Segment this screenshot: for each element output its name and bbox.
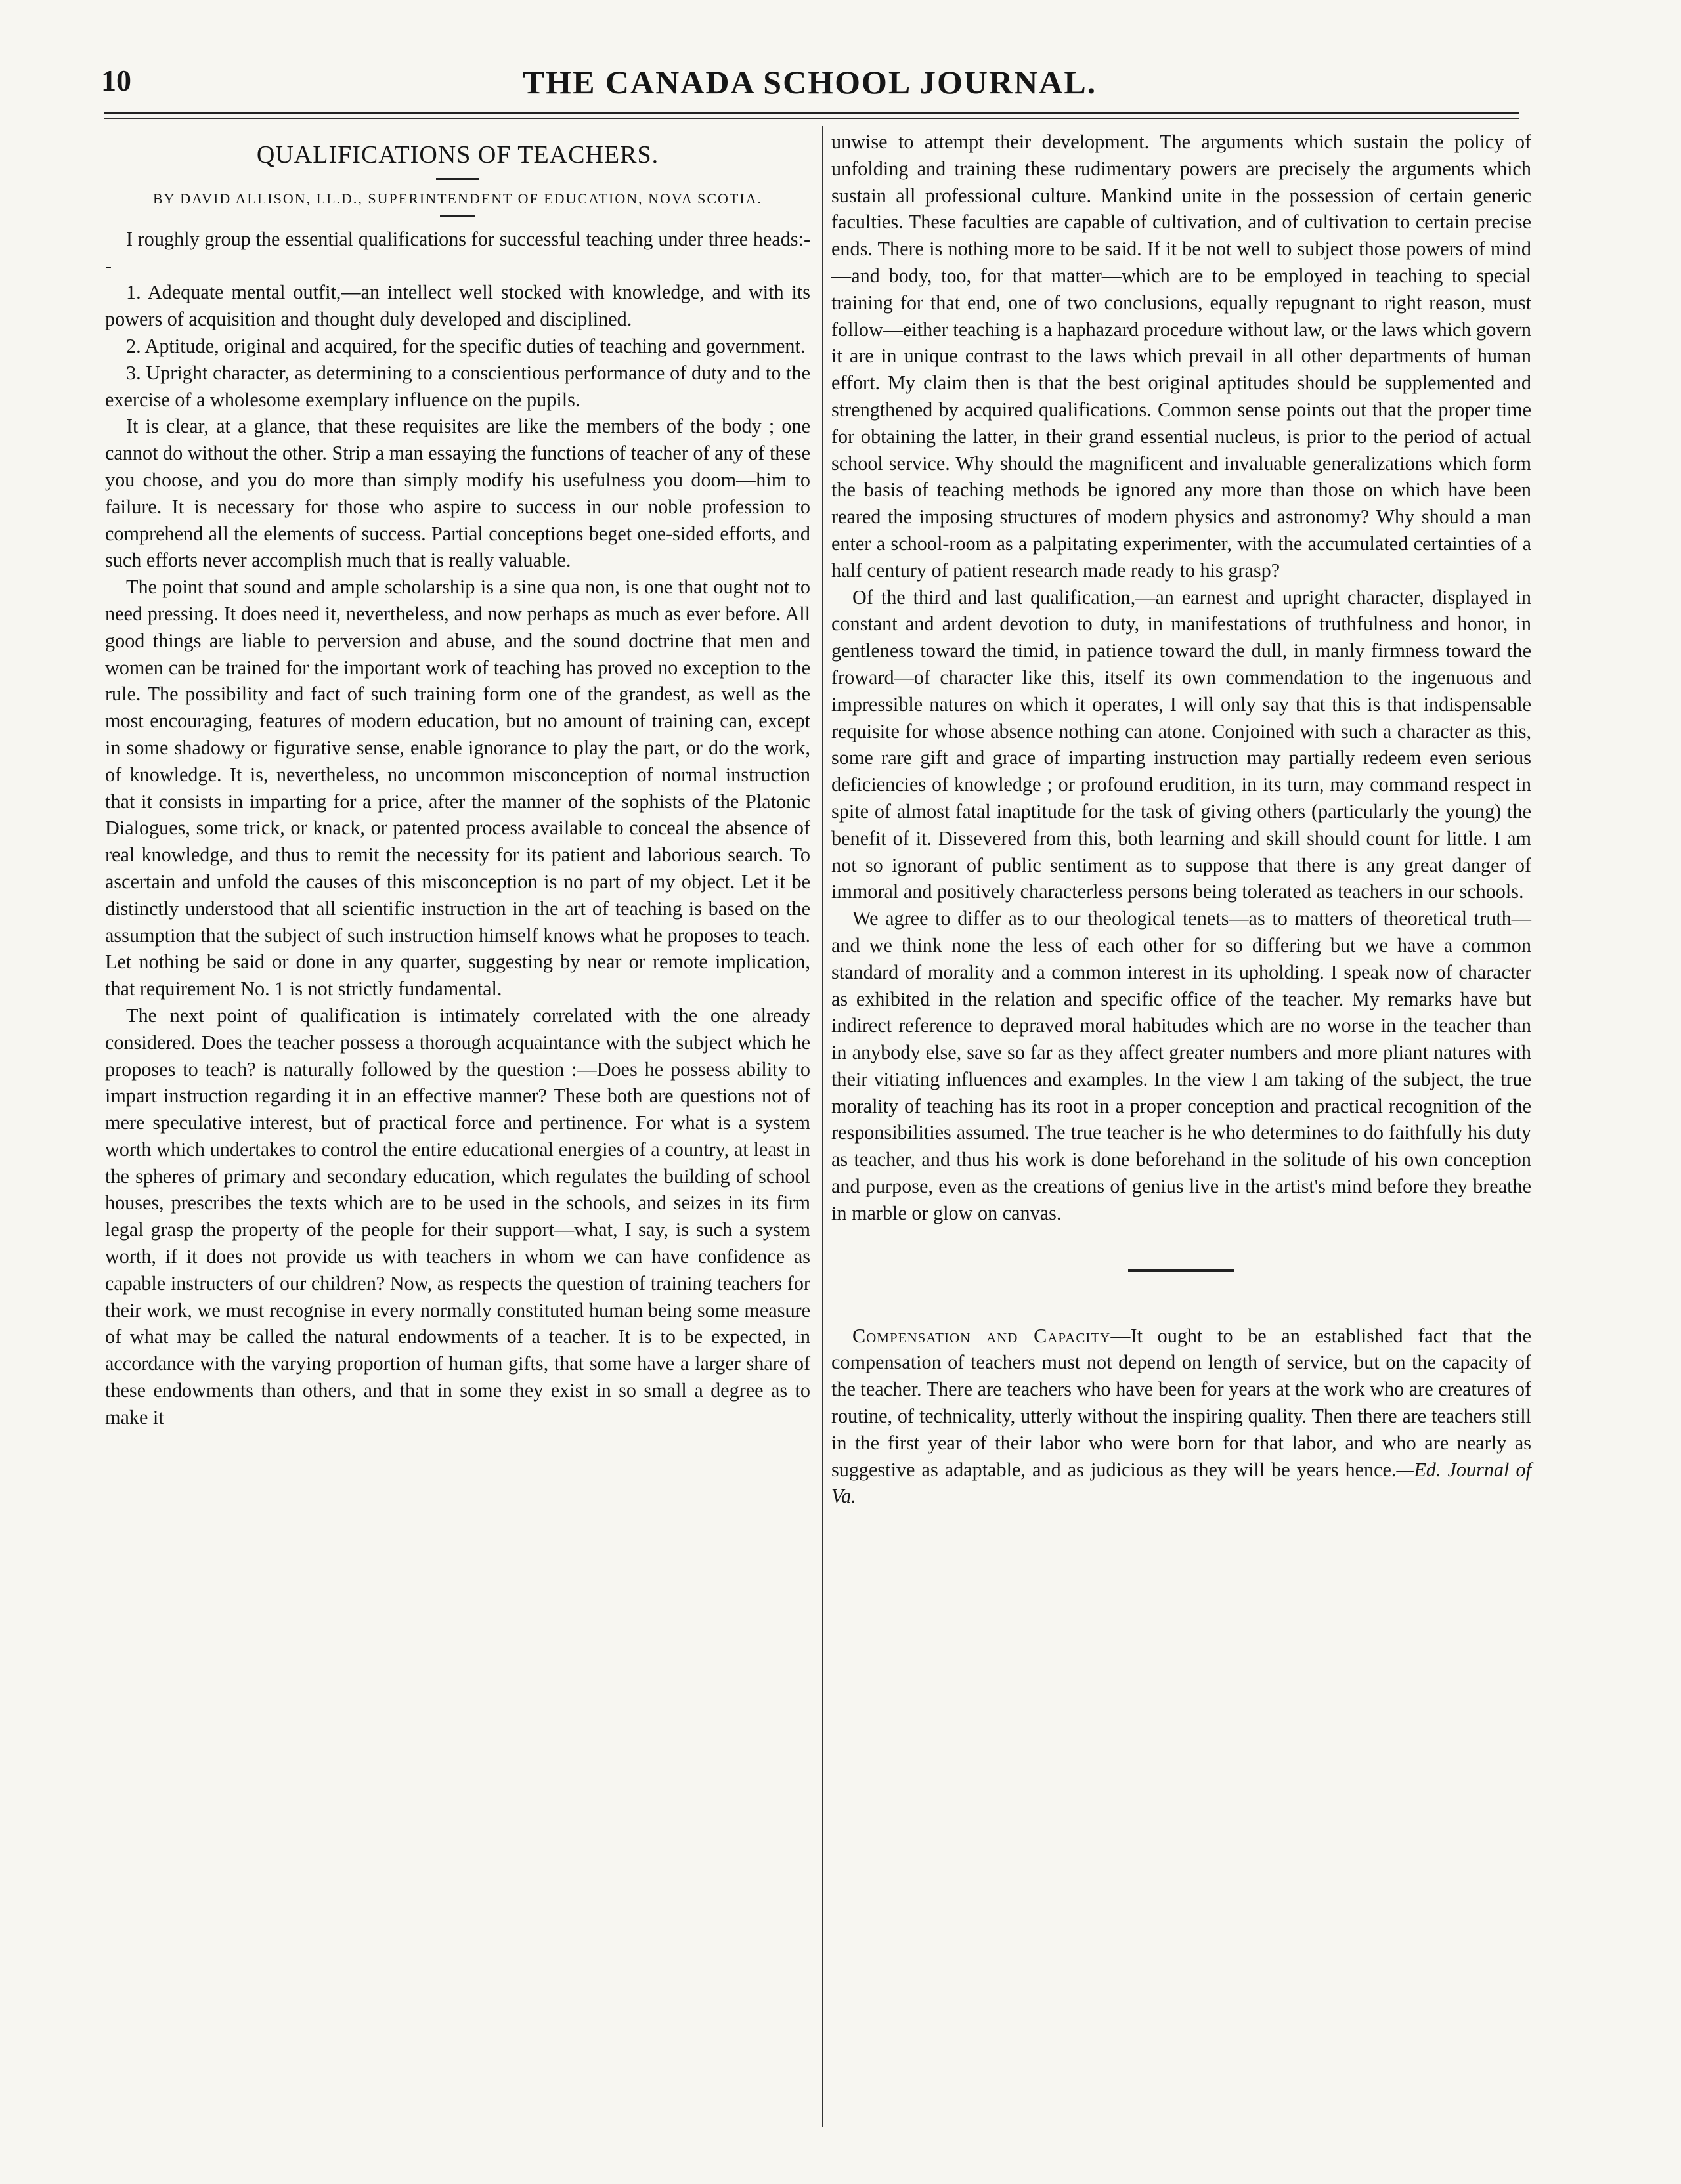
header-rule-thin xyxy=(104,118,1519,119)
note-source: —Ed. Journal of Va. xyxy=(831,1458,1531,1508)
right-column xyxy=(831,129,1531,1510)
paragraph: Of the third and last qualification,—an earnest and upright character, displayed in constant and ardent devotion to duty, in manifestations of truthfulness and honor, in gentleness toward the timid, in patience toward the dull, in manly firmness toward the froward—of character like this, itself its own commendation to the ingenuous and impressible natures on which it operates, I will only say that this is that indispensable requisite for whose absence nothing can atone. Conjoined with such a character as this, some rare gift and grace of imparting instruction may partially redeem even serious deficiencies of knowledge ; or profound erudition, in its turn, may command respect in spite of almost fatal inaptitude for the task of giving others (particularly the young) the benefit of it. Dissevered from this, both learning and skill should count for little. I am not so ignorant of public sentiment as to suppose that there is any great danger of immoral and positively characterless persons being tolerated as teachers in our schools. xyxy=(831,586,1531,903)
paragraph: It is clear, at a glance, that these requisites are like the members of the body ; one cannot do without the other. Strip a man essaying the functions of teacher of any of these you choose, and you do more than simply modify his usefulness you doom—him to failure. It is necessary for those who aspire to success in our noble profession to comprehend all the elements of success. Partial conceptions beget one-sided efforts, and such efforts never accomplish much that is really valuable. xyxy=(105,415,810,572)
note-heading: Compensation and Capacity xyxy=(852,1324,1111,1347)
page-number: 10 xyxy=(101,64,131,97)
title-dash xyxy=(436,178,479,180)
byline-dash xyxy=(440,215,475,217)
list-item: 1. Adequate mental outfit,—an intellect well stocked with knowledge, and with its powers of acquisition and thought duly developed and disciplined. xyxy=(105,281,810,331)
article-byline: BY DAVID ALLISON, LL.D., SUPERINTENDENT OF EDUCATION, NOVA SCOTIA. xyxy=(152,190,763,207)
note-paragraph xyxy=(831,1323,1531,1510)
section-separator xyxy=(1128,1269,1234,1272)
list-item: 2. Aptitude, original and acquired, for the specific duties of teaching and government. xyxy=(126,334,806,357)
note-text: —It ought to be an established fact that the compensation of teachers must not depend on length of service, but on the capacity of the teacher. There are teachers who have been for years at the work who are creatures of routine, of technicality, utterly without the inspiring quality. Then there are teachers still in the first year of their labor who were born for that labor, and who are nearly as suggestive as adaptable, and as judicious as they will be years hence. xyxy=(831,1324,1531,1481)
article-title: QUALIFICATIONS OF TEACHERS. xyxy=(256,141,659,169)
paragraph: The next point of qualification is intimately correlated with the one already considered. Does the teacher possess a thorough acquaintance with the subject which he proposes to teach? is naturally followed by the question :—Does he possess ability to impart instruction regarding it in an effective manner? These both are questions not of mere speculative interest, but of practical force and pertinence. For what is a system worth which undertakes to control the entire educational energies of a country, at least in the spheres of primary and secondary education, which regulates the building of school houses, prescribes the texts which are to be used in the schools, and seizes in its firm legal grasp the property of the people for their support—what, I say, is such a system worth, if it does not provide us with teachers in whom we can have confidence as capable instructers of our children? Now, as respects the question of training teachers for their work, we must recognise in every normally constituted human being some measure of what may be called the natural endowments of a teacher. It is to be expected, in accordance with the varying proportion of human gifts, that some have a larger share of these endowments than others, and that in some they exist in so small a degree as to make it xyxy=(105,1004,810,1428)
journal-title: THE CANADA SCHOOL JOURNAL. xyxy=(522,64,1097,100)
header-rule xyxy=(104,112,1519,114)
paragraph: The point that sound and ample scholarship is a sine qua non, is one that ought not to need pressing. It does need it, nevertheless, and now perhaps as much as ever before. All good things are liable to perversion and abuse, and the sound doctrine that men and women can be trained for the important work of teaching has proved no exception to the rule. The possibility and fact of such training form one of the grandest, as well as the most encouraging, features of modern education, but no amount of training can, except in some shadowy or figurative sense, enable ignorance to play the part, or do the work, of knowledge. It is, nevertheless, no uncommon misconception of normal instruction that it consists in imparting for a price, after the manner of the sophists of the Platonic Dialogues, some trick, or knack, or patented process available to conceal the absence of real knowledge, and thus to remit the necessity for its patient and laborious search. To ascertain and unfold the causes of this misconception is no part of my object. Let it be distinctly understood that all scientific instruction in the art of teaching is based on the assumption that the subject of such instruction himself knows what he proposes to teach. Let nothing be said or done in any quarter, suggesting by near or remote implication, that requirement No. 1 is not strictly fundamental. xyxy=(105,576,810,1000)
page-header xyxy=(101,63,1518,109)
paragraph: unwise to attempt their development. The arguments which sustain the policy of unfolding and training these rudimentary powers are precisely the arguments which sustain all professional culture. Mankind unite in the possession of certain generic faculties. These faculties are capable of cultivation, and of cultivation to certain precise ends. There is nothing more to be said. If it be not well to subject those powers of mind—and body, too, for that matter—which are to be employed in teaching to special training for that end, one of two conclusions, equally repugnant to right reason, must follow—either teaching is a haphazard procedure without law, or the laws which govern it are in unique contrast to the laws which prevail in all other departments of human effort. My claim then is that the best original aptitudes should be supplemented and strengthened by acquired qualifications. Common sense points out that the proper time for obtaining the latter, in their grand essential nucleus, is prior to the period of actual school service. Why should the magnificent and invaluable generalizations which form the basis of teaching methods be ignored any more than those on which have been reared the imposing structures of modern physics and astronomy? Why should a man enter a school-room as a palpitating experimenter, with the accumulated certainties of a half century of patient research made ready to his grasp? xyxy=(831,131,1531,582)
list-item: 3. Upright character, as determining to a conscientious performance of duty and to the exercise of a wholesome exemplary influence on the pupils. xyxy=(105,361,810,411)
column-divider xyxy=(822,126,823,2127)
paragraph: We agree to differ as to our theological tenets—as to matters of theoretical truth—and we think none the less of each other for so differing but we have a common standard of morality and a common interest in its upholding. I speak now of character as exhibited in the relation and specific office of the teacher. My remarks have but indirect reference to depraved moral habitudes which are no worse in the teacher than in anybody else, save so far as they affect greater numbers and more pliant natures with their vitiating influences and examples. In the view I am taking of the subject, the true morality of teaching has its root in a proper conception and practical recognition of the responsibilities assumed. The true teacher is he who determines to do faithfully his duty as teacher, and thus his work is done beforehand in the solitude of his own conception and purpose, even as the creations of genius live in the artist's mind before they breathe in marble or glow on canvas. xyxy=(831,907,1531,1224)
left-column xyxy=(105,129,810,1431)
paragraph: I roughly group the essential qualifications for successful teaching under three heads:-- xyxy=(105,227,810,277)
